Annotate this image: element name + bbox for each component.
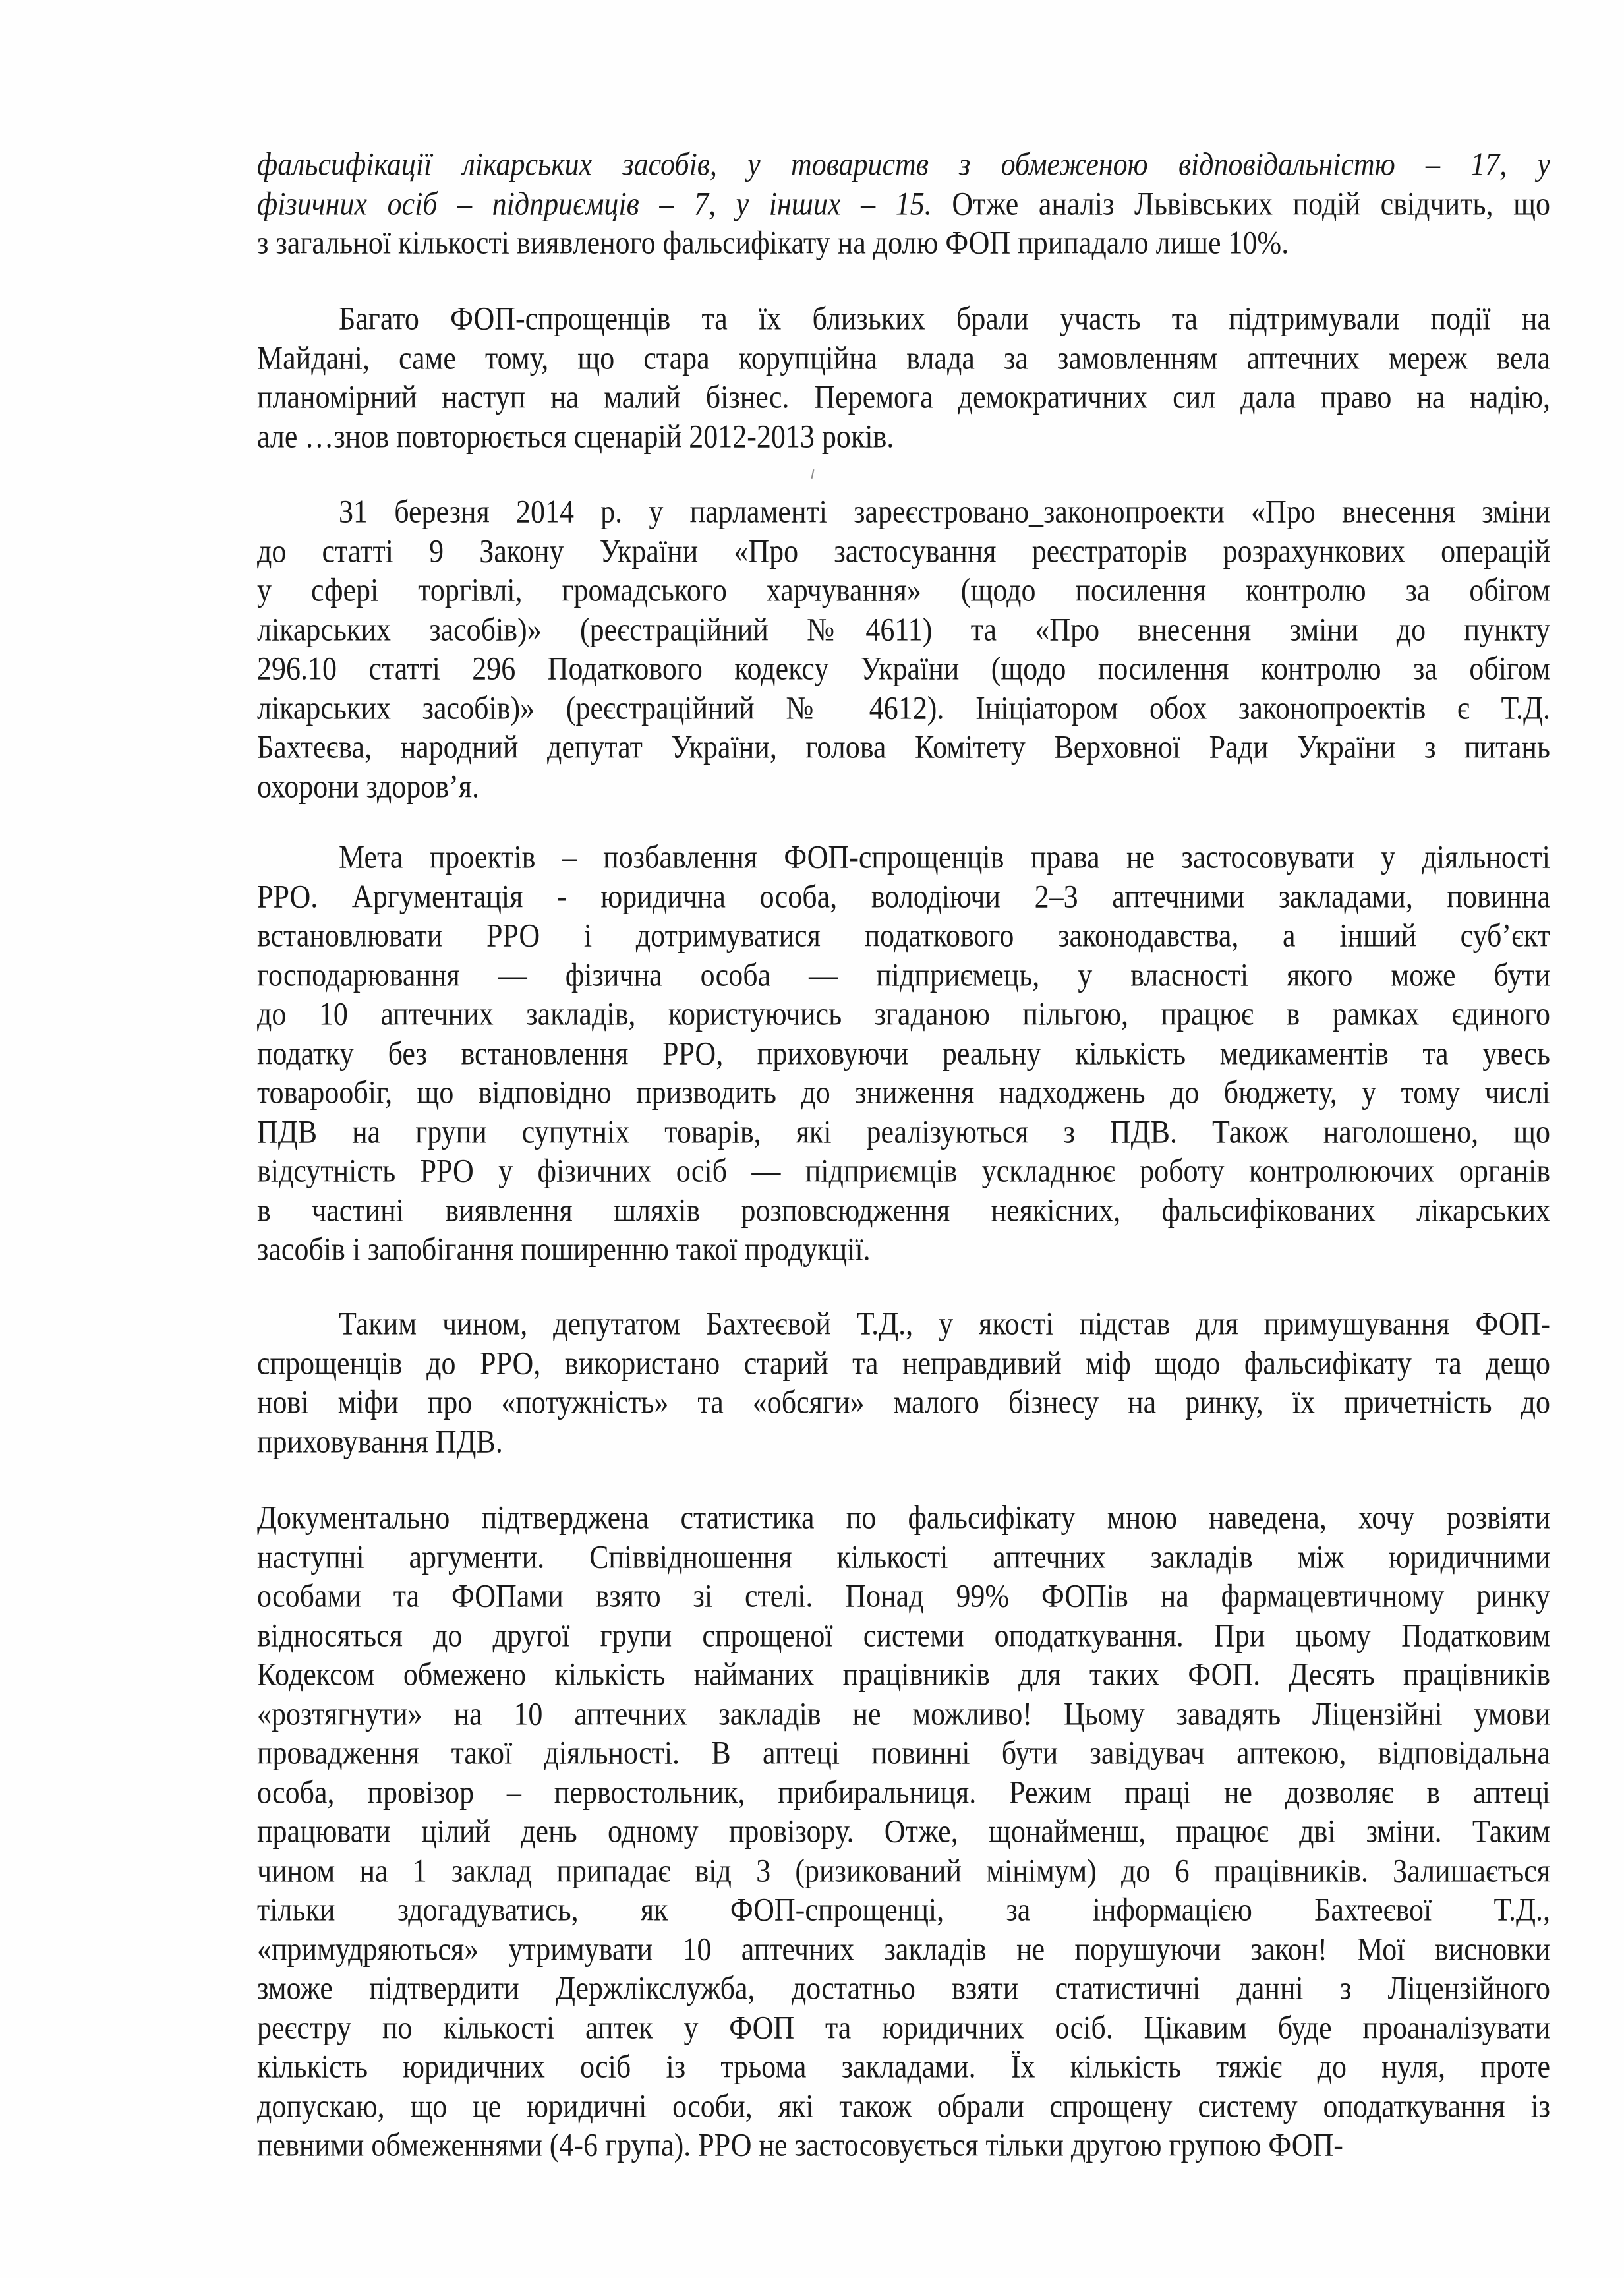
text-line: товарообіг, що відповідно призводить до зниження надходжень до бюджету, у тому числі: [257, 1074, 1550, 1111]
text-line: 296.10 статті 296 Податкового кодексу України (щодо посилення контролю за обігом: [257, 651, 1550, 687]
scan-mark: [811, 469, 815, 479]
text-line: встановлювати РРО і дотримуватися податкового законодавства, а інший суб’єкт: [257, 918, 1550, 954]
text-line: наступні аргументи. Співвідношення кількості аптечних закладів між юридичними: [257, 1538, 1550, 1575]
text-line: господарювання — фізична особа — підприємець, у власності якого може бути: [257, 956, 1550, 993]
text-line: [257, 221, 1550, 265]
paragraph-draft-laws: [257, 492, 1550, 806]
text-line: лікарських засобів)» (реєстраційний №4611) та «Про внесення зміни до пункту: [257, 611, 1550, 648]
text-line: Таким чином, депутатом Бахтеєвой Т.Д., у якості підстав для примушування ФОП-: [339, 1306, 1550, 1342]
text-line: лікарських засобів)» (реєстраційний № 4612). Ініціатором обох законопроектів є Т.Д.: [257, 689, 1550, 726]
text-segment: Отже аналіз Львівських подій свідчить, що: [931, 185, 1550, 222]
text-line: Бахтеєва, народний депутат України, голова Комітету Верховної Ради України з питань: [257, 729, 1550, 765]
text-line: засобів і запобігання поширенню такої продукції.: [257, 1231, 871, 1268]
text-line: відносяться до другої групи спрощеної системи оподаткування. При цьому Податковим: [257, 1617, 1550, 1654]
italic-text: фізичних осіб – підприємців – 7, у інших – 15.: [257, 185, 932, 222]
text-line: відсутність РРО у фізичних осіб — підприємців ускладнює роботу контролюючих органів: [257, 1153, 1550, 1189]
text-line: зможе підтвердити Держлікслужба, достатньо взяти статистичні данні з Ліцензійного: [257, 1970, 1550, 2006]
text-line: у сфері торгівлі, громадського харчування» (щодо посилення контролю за обігом: [257, 572, 1550, 608]
text-line: податку без встановлення РРО, приховуючи реальну кількість медикаментів та увесь: [257, 1035, 1550, 1072]
text-line: допускаю, що це юридичні особи, які також обрали спрощену систему оподаткування із: [257, 2088, 1550, 2124]
text-line: Кодексом обмежено кількість найманих працівників для таких ФОП. Десять працівників: [257, 1656, 1550, 1693]
text-line: до 10 аптечних закладів, користуючись згаданою пільгою, працює в рамках єдиного: [257, 996, 1550, 1032]
paragraph-arguments: [257, 1498, 1550, 2165]
text-line: спрощенців до РРО, використано старий та неправдивий міф щодо фальсифікату та дещо: [257, 1345, 1550, 1382]
paragraph-falsification-stats: [257, 145, 1550, 263]
text-line: особами та ФОПами взято зі стелі. Понад 99% ФОПів на фармацевтичному ринку: [257, 1578, 1550, 1614]
text-line: Мета проектів – позбавлення ФОП-спрощенців права не застосовувати у діяльності: [339, 839, 1550, 875]
text-line: охорони здоров’я.: [257, 768, 479, 805]
text-line: нові міфи про «потужність» та «обсяги» малого бізнесу на ринку, їх причетність до: [257, 1384, 1550, 1420]
text-line: планомірний наступ на малий бізнес. Перемога демократичних сил дала право на надію,: [257, 379, 1550, 415]
text-line: [257, 182, 1550, 226]
italic-text: фальсифікації лікарських засобів, у товариств з обмеженою відповідальністю – 17, у: [257, 146, 1550, 183]
text-line: Майдані, саме тому, що стара корупційна влада за замовленням аптечних мереж вела: [257, 339, 1550, 376]
text-line: ПДВ на групи супутніх товарів, які реалізуються з ПДВ. Також наголошено, що: [257, 1113, 1550, 1150]
text-segment: з загальної кількості виявленого фальсифікату на долю ФОП припадало лише 10%.: [257, 225, 1289, 261]
text-line: «розтягнути» на 10 аптечних закладів не можливо! Цьому завадять Ліцензійні умови: [257, 1695, 1550, 1732]
text-line: тільки здогадуватись, як ФОП-спрощенці, за інформацією Бахтеєвої Т.Д.,: [257, 1892, 1550, 1928]
text-line: працювати цілий день одному провізору. Отже, щонайменш, працює дві зміни. Таким: [257, 1813, 1550, 1850]
text-line: Документально підтверджена статистика по фальсифікату мною наведена, хочу розвіяти: [257, 1500, 1550, 1536]
text-line: «примудряються» утримувати 10 аптечних закладів не порушуючи закон! Мої висновки: [257, 1931, 1550, 1968]
text-line: особа, провізор – первостольник, прибиральниця. Режим праці не дозволяє в аптеці: [257, 1774, 1550, 1811]
text-line: певними обмеженнями (4-6 група). РРО не застосовується тільки другою групою ФОП-: [257, 2127, 1343, 2163]
text-line: кількість юридичних осіб із трьома закладами. Їх кількість тяжіє до нуля, проте: [257, 2049, 1550, 2085]
paragraph-conclusion: [257, 1304, 1550, 1461]
text-line: Багато ФОП-спрощенців та їх близьких брали участь та підтримували події на: [339, 301, 1550, 337]
text-line: приховування ПДВ.: [257, 1423, 503, 1460]
text-line: чином на 1 заклад припадає від 3 (ризикований мінімум) до 6 працівників. Залишається: [257, 1852, 1550, 1889]
paragraph-maidan: [257, 299, 1550, 456]
text-line: 31 березня 2014 р. у парламенті зареєстровано_законопроекти «Про внесення зміни: [339, 494, 1550, 530]
text-line: реєстру по кількості аптек у ФОП та юридичних осіб. Цікавим буде проаналізувати: [257, 2009, 1550, 2046]
text-line: але …знов повторюється сценарій 2012-2013 років.: [257, 418, 894, 455]
text-line: в частині виявлення шляхів розповсюдження неякісних, фальсифікованих лікарських: [257, 1192, 1550, 1229]
text-line: провадження такої діяльності. В аптеці повинні бути завідувач аптекою, відповідальна: [257, 1735, 1550, 1771]
text-line: [257, 142, 1550, 187]
text-line: РРО. Аргументація - юридична особа, володіючи 2–3 аптечними закладами, повинна: [257, 878, 1550, 915]
paragraph-purpose: [257, 838, 1550, 1270]
text-line: до статті 9 Закону України «Про застосування реєстраторів розрахункових операцій: [257, 533, 1550, 570]
